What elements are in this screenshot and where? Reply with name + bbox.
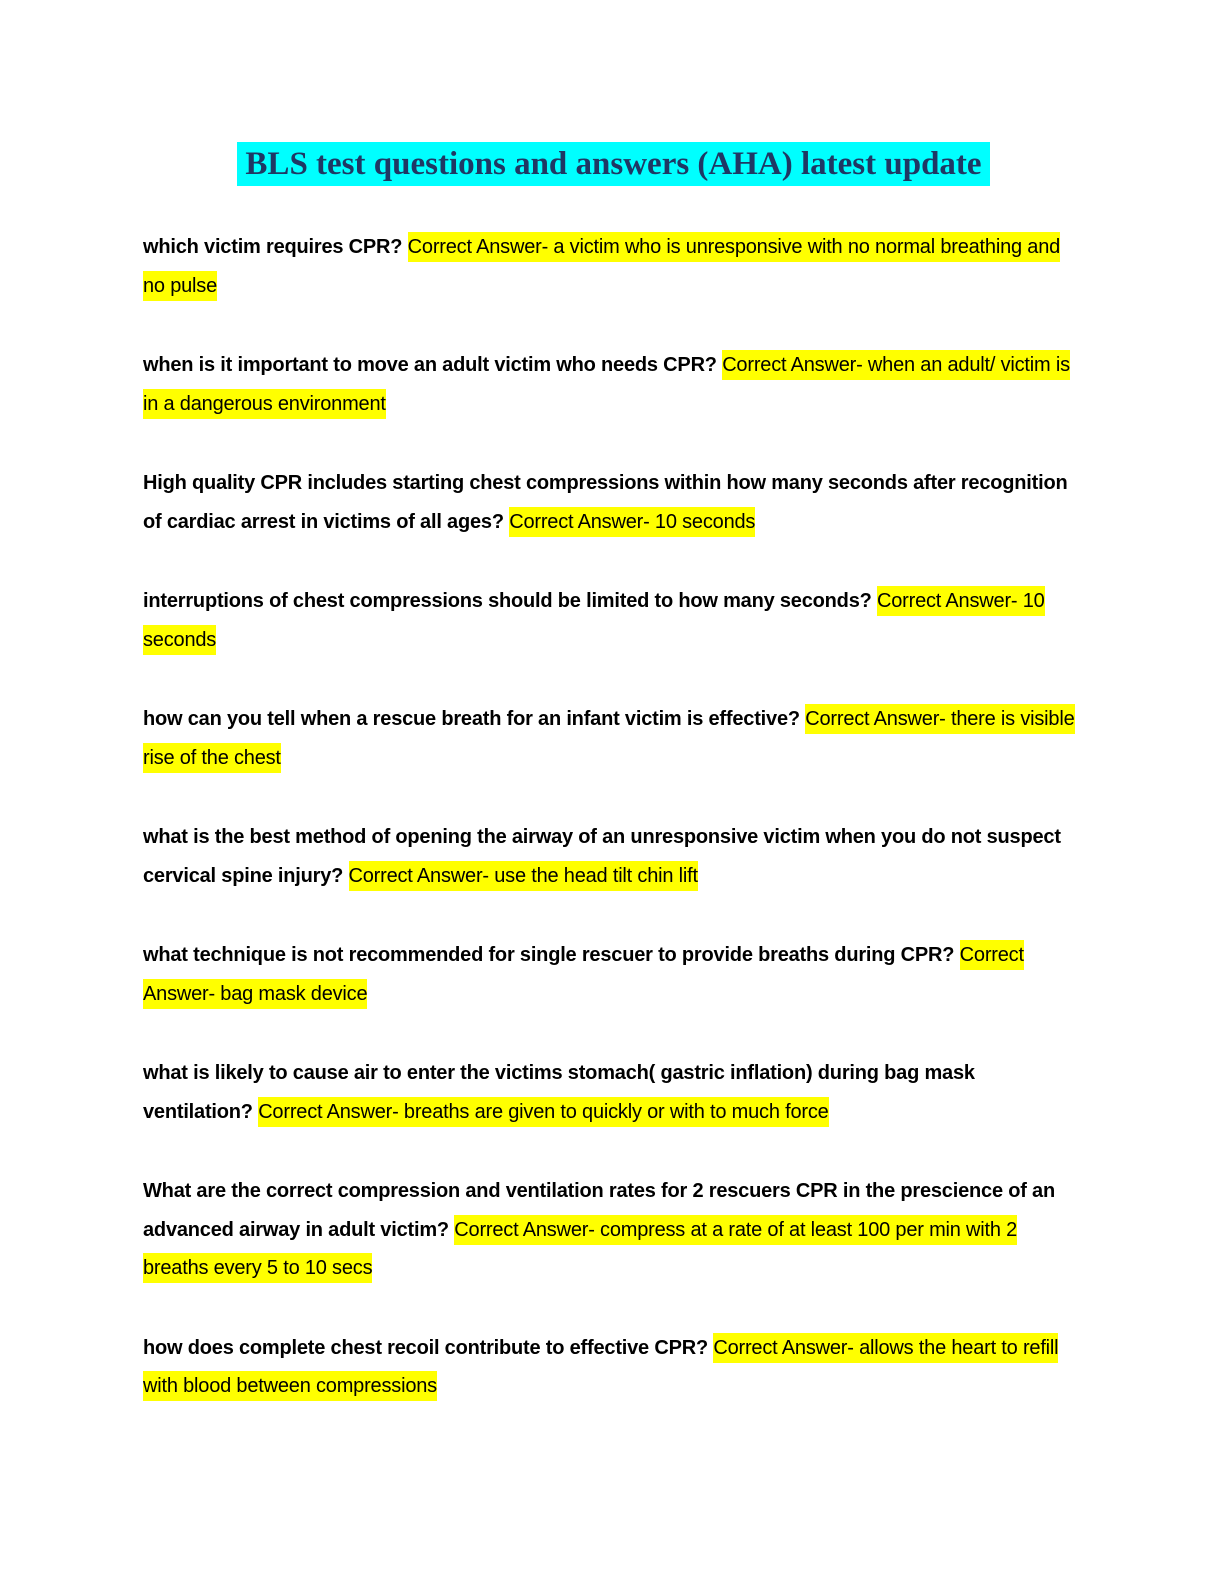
- answer-text: Correct Answer- use the head tilt chin lift: [349, 861, 698, 891]
- answer-text: Correct Answer- 10 seconds: [143, 586, 1045, 655]
- question-text: when is it important to move an adult victim who needs CPR?: [143, 354, 717, 376]
- answer-text: Correct Answer- when an adult/ victim is in a dangerous environment: [143, 350, 1070, 419]
- qa-item: [143, 228, 1085, 305]
- answer-text: Correct Answer- bag mask device: [143, 940, 1024, 1009]
- answer-text: Correct Answer- 10 seconds: [509, 507, 755, 537]
- qa-item: [143, 1054, 1085, 1131]
- qa-item: [143, 818, 1085, 895]
- answer-text: Correct Answer- allows the heart to refill with blood between compressions: [143, 1333, 1058, 1402]
- qa-item: [143, 1329, 1085, 1406]
- question-text: what technique is not recommended for single rescuer to provide breaths during CPR?: [143, 944, 955, 966]
- question-answer-separator: [954, 944, 959, 966]
- question-text: What are the correct compression and ventilation rates for 2 rescuers CPR in the prescience of an advanced airway in adult victim?: [143, 1180, 1055, 1241]
- qa-item: [143, 1172, 1085, 1288]
- answer-text: Correct Answer- a victim who is unresponsive with no normal breathing and no pulse: [143, 232, 1060, 301]
- question-text: High quality CPR includes starting chest compressions within how many seconds after recognition of cardiac arrest in victims of all ages?: [143, 472, 1068, 533]
- qa-item: [143, 346, 1085, 423]
- title-row: [143, 142, 1084, 186]
- page-title: BLS test questions and answers (AHA) latest update: [237, 142, 989, 186]
- qa-item: [143, 582, 1085, 659]
- answer-text: Correct Answer- there is visible rise of the chest: [143, 704, 1075, 773]
- qa-list: [143, 228, 1085, 1406]
- question-text: interruptions of chest compressions should be limited to how many seconds?: [143, 590, 872, 612]
- answer-text: Correct Answer- breaths are given to quickly or with to much force: [258, 1097, 828, 1127]
- question-answer-separator: [343, 865, 348, 887]
- question-text: what is the best method of opening the airway of an unresponsive victim when you do not suspect cervical spine injury?: [143, 826, 1061, 887]
- question-answer-separator: [402, 236, 407, 258]
- answer-text: Correct Answer- compress at a rate of at least 100 per min with 2 breaths every 5 to 10 secs: [143, 1215, 1017, 1284]
- qa-item: [143, 700, 1085, 777]
- question-text: what is likely to cause air to enter the victims stomach( gastric inflation) during bag mask ventilation?: [143, 1062, 975, 1123]
- question-text: how can you tell when a rescue breath for an infant victim is effective?: [143, 708, 800, 730]
- qa-item: [143, 936, 1085, 1013]
- question-text: which victim requires CPR?: [143, 236, 403, 258]
- question-text: how does complete chest recoil contribute to effective CPR?: [143, 1336, 708, 1359]
- qa-item: [143, 464, 1085, 541]
